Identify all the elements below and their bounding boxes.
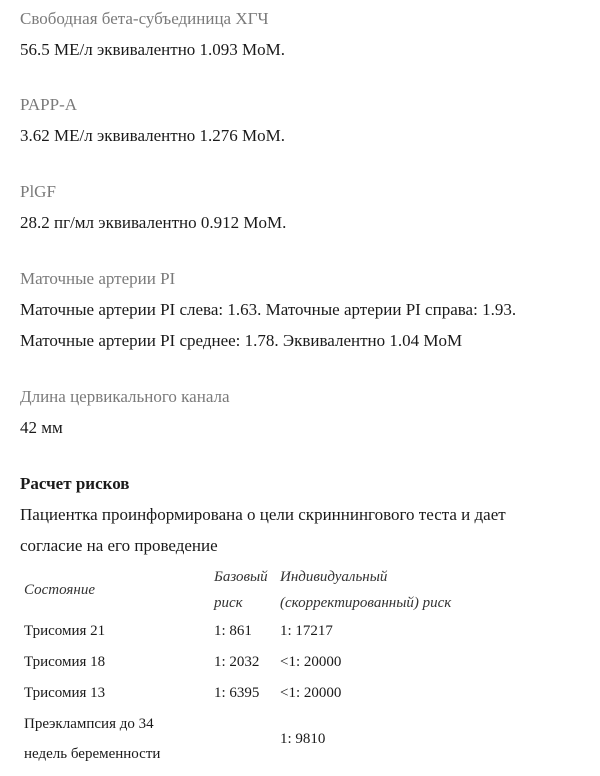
cell-state: Трисомия 21 [24, 623, 106, 639]
risk-section [20, 473, 592, 557]
uterine-arteries [20, 268, 592, 352]
marker-value: 56.5 МЕ/л эквивалентно 1.093 MoM. [20, 40, 286, 59]
cell-individual-risk: <1: 20000 [280, 685, 342, 701]
cell-state: Трисомия 13 [24, 685, 106, 701]
marker-hcg [20, 8, 592, 61]
col-header-individual-2: (скорректированный) риск [280, 594, 452, 611]
cell-individual-risk: 1: 17217 [280, 623, 333, 639]
cell-state [20, 709, 214, 769]
cell-state-line-2: недель беременности [24, 746, 161, 762]
cervical-length [20, 386, 592, 439]
col-header-individual-1: Индивидуальный [280, 568, 388, 585]
table-row [20, 678, 451, 709]
marker-label: PlGF [20, 182, 56, 201]
uterine-label: Маточные артерии PI [20, 269, 176, 288]
cervix-value: 42 мм [20, 418, 63, 437]
cell-base-risk: 1: 2032 [214, 654, 260, 670]
cell-base-risk [214, 709, 280, 769]
consent-line-1: Пациентка проинформирована о цели скриннингового теста и дает [20, 505, 506, 524]
marker-value: 3.62 МЕ/л эквивалентно 1.276 MoM. [20, 126, 286, 145]
uterine-line-1: Маточные артерии PI слева: 1.63. Маточные артерии PI справа: 1.93. [20, 300, 517, 319]
cell-individual-risk: 1: 9810 [280, 730, 326, 747]
uterine-line-2: Маточные артерии PI среднее: 1.78. Эквивалентно 1.04 MoM [20, 331, 463, 350]
risk-heading: Расчет рисков [20, 474, 130, 493]
col-header-base-1: Базовый [214, 568, 268, 585]
table-row [20, 709, 451, 769]
col-header-base-2: риск [214, 594, 243, 611]
cervix-label: Длина цервикального канала [20, 387, 230, 406]
cell-state: Трисомия 18 [24, 654, 106, 670]
marker-value: 28.2 пг/мл эквивалентно 0.912 MoM. [20, 213, 287, 232]
marker-plgf [20, 181, 592, 234]
marker-label: PAPP-A [20, 95, 78, 114]
marker-papp-a [20, 94, 592, 147]
cell-base-risk: 1: 6395 [214, 685, 260, 701]
table-row [20, 647, 451, 678]
col-header-state: Состояние [24, 581, 95, 598]
table-row [20, 616, 451, 647]
risk-table [20, 564, 451, 769]
marker-label: Свободная бета-субъединица ХГЧ [20, 9, 269, 28]
table-header-row [20, 564, 451, 590]
cell-state-line-1: Преэклампсия до 34 [24, 716, 154, 732]
cell-base-risk: 1: 861 [214, 623, 252, 639]
cell-individual-risk: <1: 20000 [280, 654, 342, 670]
consent-line-2: согласие на его проведение [20, 536, 218, 555]
